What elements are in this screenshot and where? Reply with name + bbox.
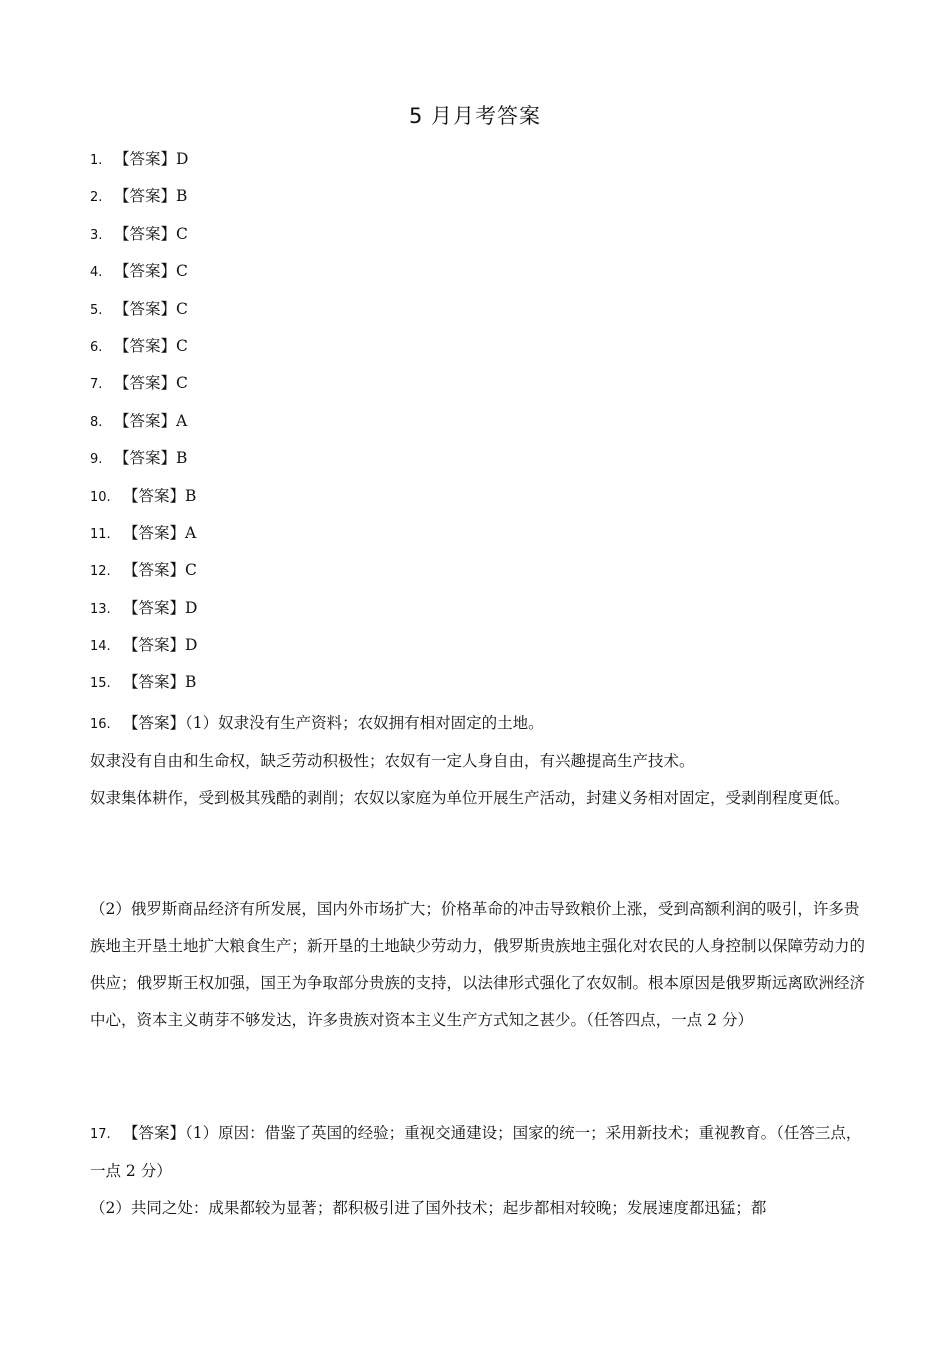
answer-item	[90, 260, 197, 297]
question-number: 12.	[90, 564, 111, 580]
answer-tag: 【答案】	[123, 598, 186, 617]
answer-value: C	[176, 299, 188, 318]
answer-item	[90, 634, 197, 671]
answer-tag: 【答案】	[114, 299, 177, 318]
q17-text-2: （2）共同之处：成果都较为显著；都积极引进了国外技术；起步都相对较晚；发展速度都迅猛；都	[90, 1199, 767, 1217]
question-number: 14.	[90, 639, 111, 655]
answer-tag: 【答案】	[114, 374, 177, 393]
answer-tag: 【答案】	[114, 224, 177, 243]
answer-item	[90, 298, 197, 335]
q16-text-1: （1）奴隶没有生产资料；农奴拥有相对固定的土地。	[185, 714, 544, 732]
answer-value: D	[185, 598, 198, 617]
answer-item	[90, 372, 197, 409]
question-number: 3.	[90, 227, 103, 243]
answer-tag: 【答案】	[123, 523, 186, 542]
q17-text-1: （1）原因：借鉴了英国的经验；重视交通建设；国家的统一；采用新技术；重视教育。（任答三点，一点 2 分）	[90, 1124, 862, 1180]
answer-item	[90, 148, 197, 185]
q16-part1	[90, 705, 865, 743]
question-number: 8.	[90, 414, 103, 430]
answer-tag: 【答案】	[123, 673, 186, 692]
q16-text-2: 奴隶没有自由和生命权，缺乏劳动积极性；农奴有一定人身自由，有兴趣提高生产技术。	[90, 752, 695, 770]
answer-tag: 【答案】	[123, 486, 186, 505]
question-16-part2	[90, 891, 865, 1039]
q16-text-4: （2）俄罗斯商品经济有所发展，国内外市场扩大；价格革命的冲击导致粮价上涨，受到高额利润的吸引，许多贵族地主开垦土地扩大粮食生产；新开垦的土地缺少劳动力，俄罗斯贵族地主强化对农民的人身控制以保障劳动力的供应；俄罗斯王权加强，国王为争取部分贵族的支持，以法律形式强化了农奴制。根本原因是俄罗斯远离欧洲经济中心，资本主义萌芽不够发达，许多贵族对资本主义生产方式知之甚少。（任答四点，一点 2 分）	[90, 900, 866, 1029]
question-number: 2.	[90, 190, 103, 206]
answer-tag: 【答案】	[123, 1124, 186, 1142]
question-17-answer	[90, 1115, 865, 1227]
answer-item	[90, 335, 197, 372]
answer-item	[90, 485, 197, 522]
question-16-answer	[90, 705, 865, 817]
question-number: 17.	[90, 1127, 111, 1142]
answer-value: A	[176, 411, 188, 430]
answer-value: C	[176, 374, 188, 393]
answer-value: C	[185, 561, 197, 580]
answer-item	[90, 185, 197, 222]
answer-item	[90, 671, 197, 708]
answer-value: B	[185, 486, 197, 505]
answer-value: A	[185, 523, 197, 542]
question-number: 13.	[90, 601, 111, 617]
answer-item	[90, 559, 197, 596]
question-number: 1.	[90, 153, 103, 168]
answer-list	[90, 148, 197, 709]
answer-value: D	[185, 636, 198, 655]
answer-value: D	[176, 150, 189, 168]
answer-tag: 【答案】	[114, 150, 177, 168]
answer-value: B	[176, 187, 188, 206]
question-number: 6.	[90, 339, 103, 355]
answer-item	[90, 597, 197, 634]
q16-text-3: 奴隶集体耕作，受到极其残酷的剥削；农奴以家庭为单位开展生产活动，封建义务相对固定，受剥削程度更低。	[90, 789, 850, 807]
answer-value: B	[185, 673, 197, 692]
answer-tag: 【答案】	[114, 411, 177, 430]
answer-value: B	[176, 449, 188, 468]
question-number: 5.	[90, 302, 103, 318]
answer-value: C	[176, 262, 188, 281]
answer-tag: 【答案】	[123, 714, 186, 732]
question-number: 4.	[90, 265, 103, 281]
question-number: 9.	[90, 452, 103, 468]
answer-tag: 【答案】	[123, 561, 186, 580]
answer-tag: 【答案】	[114, 262, 177, 281]
question-number: 10.	[90, 489, 111, 505]
question-number: 11.	[90, 526, 111, 542]
page-title: 5 月月考答案	[408, 104, 542, 128]
question-number: 7.	[90, 377, 103, 393]
question-number: 16.	[90, 717, 111, 732]
answer-tag: 【答案】	[123, 636, 186, 655]
answer-value: C	[176, 336, 188, 355]
answer-value: C	[176, 224, 188, 243]
answer-tag: 【答案】	[114, 449, 177, 468]
answer-item	[90, 522, 197, 559]
answer-item	[90, 447, 197, 484]
answer-tag: 【答案】	[114, 187, 177, 206]
q17-part1	[90, 1115, 865, 1190]
answer-item	[90, 223, 197, 260]
question-number: 15.	[90, 676, 111, 692]
answer-item	[90, 410, 197, 447]
answer-tag: 【答案】	[114, 336, 177, 355]
